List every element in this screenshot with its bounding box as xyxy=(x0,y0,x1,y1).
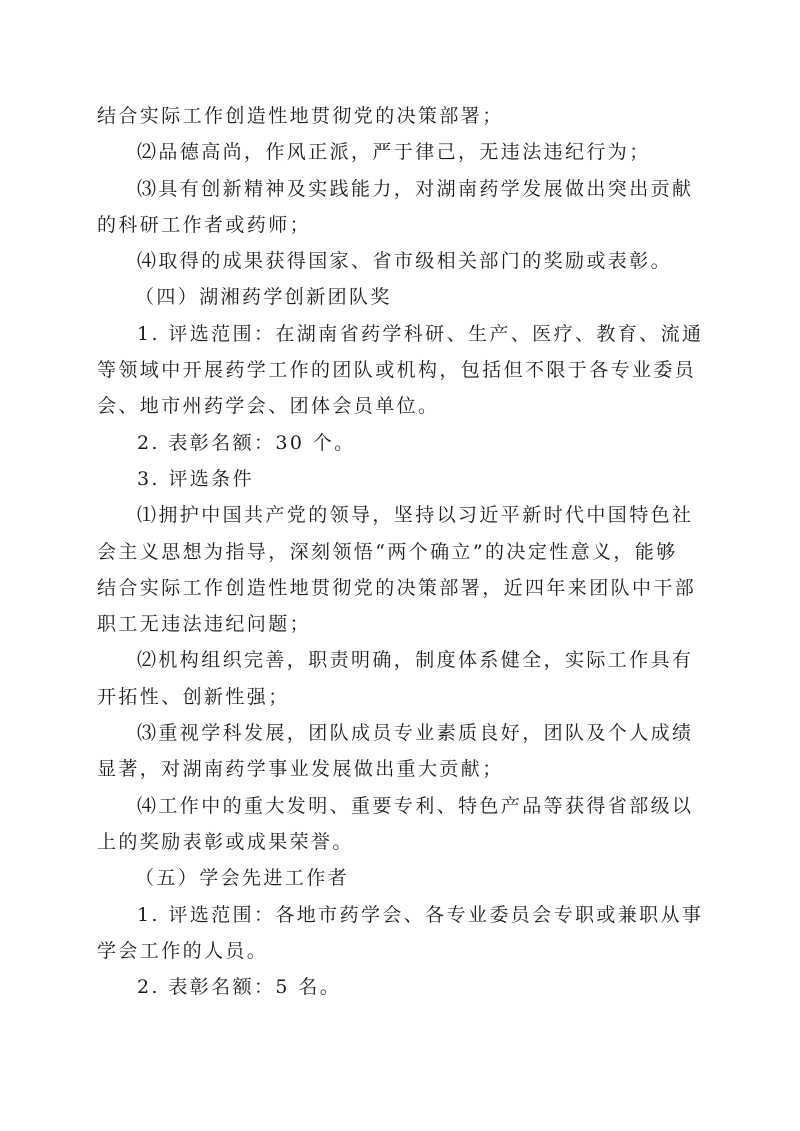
document-body xyxy=(97,98,707,1005)
text-line: ⑴拥护中国共产党的领导，坚持以习近平新时代中国特色社 xyxy=(137,504,694,527)
text-line: 会主义思想为指导，深刻领悟“两个确立”的决定性意义，能够 xyxy=(97,540,678,563)
text-line: 3. 评选条件 xyxy=(137,467,254,490)
text-line: ⑶具有创新精神及实践能力，对湖南药学发展做出突出贡献 xyxy=(137,177,694,200)
text-line: 开拓性、创新性强； xyxy=(97,685,290,708)
text-line: 1. 评选范围：各地市药学会、各专业委员会专职或兼职从事 xyxy=(137,903,704,926)
text-line: 职工无违法违纪问题； xyxy=(97,613,312,636)
section-heading: （四）湖湘药学创新团队奖 xyxy=(135,286,392,309)
text-line: ⑵品德高尚，作风正派，严于律己，无违法违纪行为； xyxy=(137,141,651,164)
text-line: ⑶重视学科发展，团队成员专业素质良好，团队及个人成绩 xyxy=(137,722,694,745)
text-line: 结合实际工作创造性地贯彻党的决策部署，近四年来团队中干部 xyxy=(97,576,697,599)
text-line: 会、地市州药学会、团体会员单位。 xyxy=(97,395,440,418)
text-line: 结合实际工作创造性地贯彻党的决策部署； xyxy=(97,105,504,127)
text-line: 等领域中开展药学工作的团队或机构，包括但不限于各专业委员 xyxy=(97,359,697,382)
text-line: ⑵机构组织完善，职责明确，制度体系健全，实际工作具有 xyxy=(137,649,694,672)
text-line: 学会工作的人员。 xyxy=(97,939,269,962)
text-line: 的科研工作者或药师； xyxy=(97,213,312,236)
text-line: 上的奖励表彰或成果荣誉。 xyxy=(97,830,354,853)
text-line: 1. 评选范围：在湖南省药学科研、生产、医疗、教育、流通 xyxy=(137,322,704,345)
text-line: ⑷取得的成果获得国家、省市级相关部门的奖励或表彰。 xyxy=(137,250,673,273)
text-line: 2. 表彰名额：30 个。 xyxy=(137,431,356,454)
text-line: 显著，对湖南药学事业发展做出重大贡献； xyxy=(97,758,504,781)
text-line: ⑷工作中的重大发明、重要专利、特色产品等获得省部级以 xyxy=(137,794,694,817)
text-line: 2. 表彰名额：5 名。 xyxy=(137,976,342,999)
section-heading: （五）学会先进工作者 xyxy=(135,867,350,890)
